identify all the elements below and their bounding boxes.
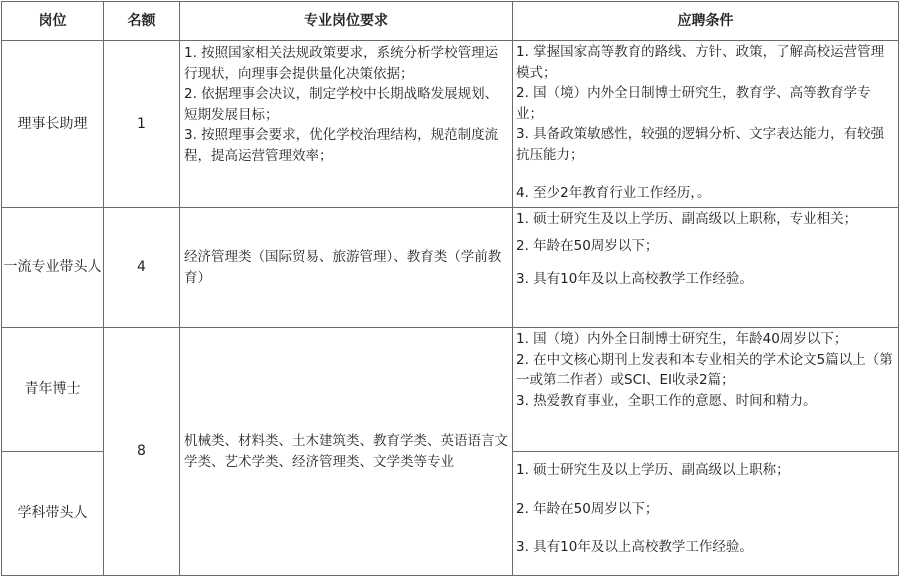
requirements-cell: 机械类、材料类、土木建筑类、教育学类、英语语言文学类、艺术学类、经济管理类、文学类等专业 <box>180 328 513 576</box>
condition-item: 2. 国（境）内外全日制博士研究生，教育学、高等教育学专业； <box>516 85 871 122</box>
conditions-cell <box>513 328 899 452</box>
position-cell: 学科带头人 <box>2 452 104 576</box>
condition-item: 3. 具有10年及以上高校教学工作经验。 <box>516 271 753 287</box>
condition-item: 3. 具备政策敏感性，较强的逻辑分析、文字表达能力，有较强抗压能力； <box>516 126 885 163</box>
condition-item: 1. 国（境）内外全日制博士研究生，年龄40周岁以下； <box>516 331 848 347</box>
conditions-cell <box>513 41 899 208</box>
position-cell: 青年博士 <box>2 328 104 452</box>
condition-item: 2. 年龄在50周岁以下； <box>516 500 659 517</box>
quota-cell: 1 <box>104 41 180 208</box>
requirement-item: 2. 依据理事会决议，制定学校中长期战略发展规划、短期发展目标； <box>184 86 499 123</box>
position-cell: 理事长助理 <box>2 41 104 208</box>
quota-cell: 4 <box>104 208 180 328</box>
condition-item: 1. 掌握国家高等教育的路线、方针、政策，了解高校运营管理模式； <box>516 44 885 81</box>
condition-item: 3. 热爱教育事业，全职工作的意愿、时间和精力。 <box>516 392 817 409</box>
condition-item: 1. 硕士研究生及以上学历、副高级以上职称； <box>516 462 790 478</box>
header-quota: 名额 <box>104 2 180 41</box>
table-header-row <box>2 2 899 41</box>
requirement-item: 3. 按照理事会要求，优化学校治理结构，规范制度流程，提高运营管理效率； <box>184 127 499 164</box>
requirements-cell: 经济管理类（国际贸易、旅游管理）、教育类（学前教育） <box>180 208 513 328</box>
requirement-item: 1. 按照国家相关法规政策要求，系统分析学校管理运行现状，向理事会提供量化决策依据； <box>184 45 499 82</box>
conditions-cell <box>513 452 899 576</box>
condition-item: 4. 至少2年教育行业工作经历，。 <box>516 185 711 201</box>
condition-item: 1. 硕士研究生及以上学历、副高级以上职称，专业相关； <box>516 211 858 227</box>
conditions-cell <box>513 208 899 328</box>
table-row <box>2 328 899 452</box>
header-conditions: 应聘条件 <box>513 2 899 41</box>
header-position: 岗位 <box>2 2 104 41</box>
requirements-cell <box>180 41 513 208</box>
condition-item: 2. 年龄在50周岁以下； <box>516 237 659 254</box>
table-row <box>2 41 899 208</box>
quota-cell: 8 <box>104 328 180 576</box>
position-cell: 一流专业带头人 <box>2 208 104 328</box>
condition-item: 3. 具有10年及以上高校教学工作经验。 <box>516 539 753 555</box>
header-requirements: 专业岗位要求 <box>180 2 513 41</box>
recruitment-table <box>1 1 899 576</box>
table-row <box>2 208 899 328</box>
condition-item: 2. 在中文核心期刊上发表和本专业相关的学术论文5篇以上（第一或第二作者）或SCI、EI收录2篇； <box>516 351 893 388</box>
